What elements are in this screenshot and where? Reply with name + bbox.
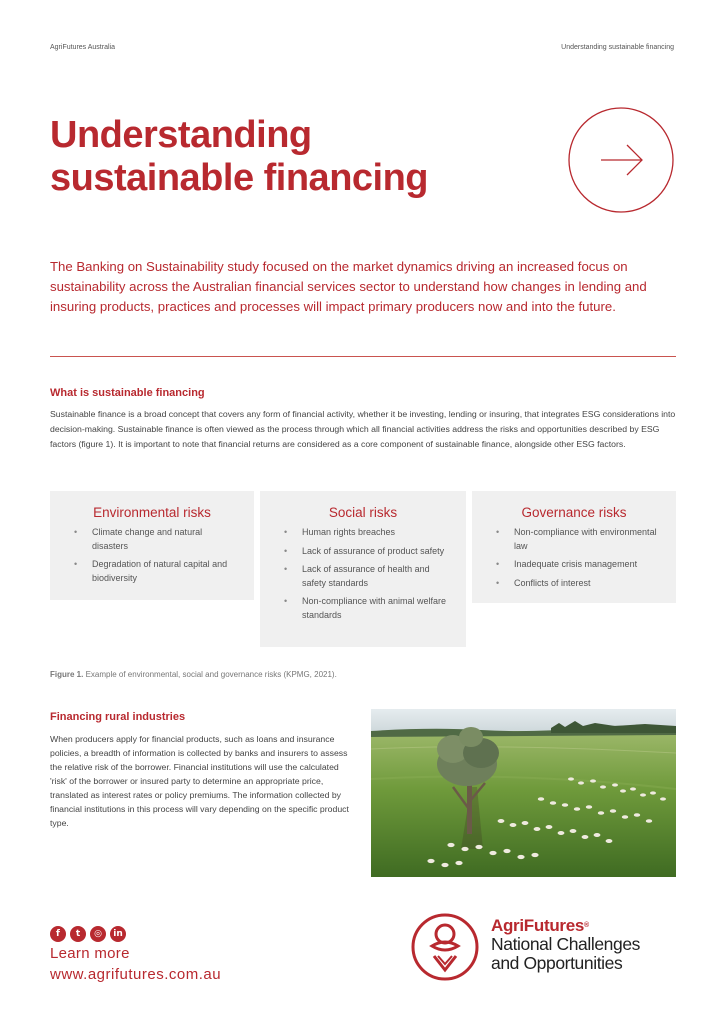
page-title-line-2: sustainable financing	[50, 157, 429, 199]
heading-financing-rural-industries: Financing rural industries	[50, 711, 186, 723]
agrifutures-logo-text	[491, 917, 691, 973]
figure-caption-label: Figure 1.	[50, 670, 84, 679]
environmental-risks-title: Environmental risks	[93, 505, 211, 520]
linkedin-icon[interactable]: in	[110, 926, 126, 942]
list-item: • Climate change and natural disasters	[64, 526, 240, 553]
paddock-sheep-tree-photo	[371, 709, 676, 877]
list-item: • Lack of assurance of health and safety standards	[274, 563, 452, 590]
twitter-icon[interactable]: t	[70, 926, 86, 942]
list-item: • Human rights breaches	[274, 526, 452, 540]
logo-line-1: National Challenges	[491, 934, 641, 954]
intro-paragraph: The Banking on Sustainability study focused on the market dynamics driving an increased focus on sustainability across the Australian financial services sector to understand how changes in lending and insuring products, practices and processes will impact primary producers now and into the future.	[50, 259, 647, 314]
figure-caption-text: Example of environmental, social and governance risks (KPMG, 2021).	[83, 670, 337, 679]
list-item: • Non-compliance with animal welfare standards	[274, 595, 452, 622]
logo-brand-name: AgriFutures®	[491, 916, 589, 935]
agrifutures-logo-mark	[410, 912, 480, 982]
social-icons	[50, 926, 126, 942]
website-link[interactable]: www.agrifutures.com.au	[50, 966, 222, 983]
governance-risks-box	[472, 491, 676, 603]
heading-what-is-sustainable-financing: What is sustainable financing	[50, 387, 205, 399]
instagram-icon[interactable]: ◎	[90, 926, 106, 942]
figure-caption	[50, 670, 337, 679]
page-title-line-1: Understanding	[50, 114, 312, 156]
environmental-risks-box	[50, 491, 254, 600]
header-org-name: AgriFutures Australia	[50, 44, 115, 51]
governance-risks-title: Governance risks	[521, 505, 627, 520]
list-item: • Inadequate crisis management	[486, 558, 662, 572]
arrow-right-circle-icon	[567, 106, 675, 214]
social-risks-title: Social risks	[328, 505, 398, 520]
logo-line-2: and Opportunities	[491, 953, 623, 973]
list-item: • Degradation of natural capital and biodiversity	[64, 558, 240, 585]
paragraph-financing-rural-industries: When producers apply for financial products, such as loans and insurance policies, a breadth of information is collected by banks and insurers to assess the relative risk of the borrower. Financial institutions will use the calculated 'risk' of the borrower or insured party to determine an appropriate price, translated as interest rates or policy premiums. The information collected by financial institutions in this process will vary depending on the specific product type.	[50, 734, 349, 828]
environmental-risks-list	[64, 526, 240, 585]
governance-risks-list	[486, 526, 662, 590]
page-title	[50, 114, 520, 200]
header-doc-title: Understanding sustainable financing	[561, 44, 674, 51]
learn-more-label: Learn more	[50, 945, 130, 962]
paragraph-what-is-sustainable-financing: Sustainable finance is a broad concept that covers any form of financial activity, whether it be investing, lending or insuring, that integrates ESG considerations into decision-making. Sustainable finance is often viewed as the process through which all financial activities address the risks and opportunities described by ESG factors (figure 1). It is important to note that financial returns are considered as a core component of sustainable finance, alongside other ESG factors.	[50, 409, 676, 449]
social-risks-list	[274, 526, 452, 622]
section-divider	[50, 356, 676, 357]
list-item: • Conflicts of interest	[486, 577, 662, 591]
facebook-icon[interactable]: f	[50, 926, 66, 942]
list-item: • Non-compliance with environmental law	[486, 526, 662, 553]
social-risks-box	[260, 491, 466, 647]
list-item: • Lack of assurance of product safety	[274, 545, 452, 559]
